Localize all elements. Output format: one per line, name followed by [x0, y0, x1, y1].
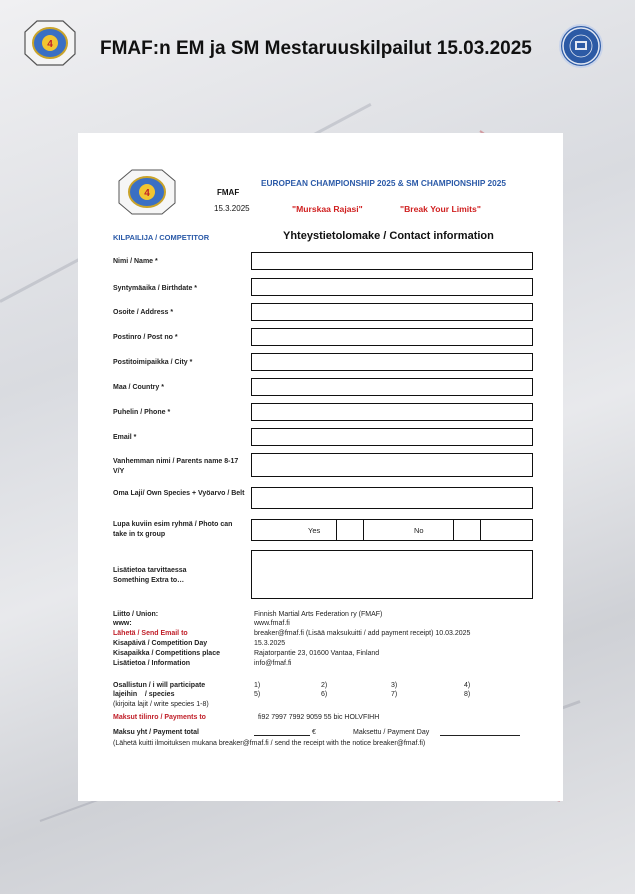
field-label-postcode: Postinro / Post no * — [113, 334, 178, 341]
species-number-8: 8) — [464, 691, 471, 698]
send-email-value[interactable]: breaker@fmaf.fi (Lisää maksukuitti / add payment receipt) 10.03.2025 — [254, 630, 471, 637]
photo-permission-choice — [251, 519, 533, 541]
guinness-world-records-icon — [559, 24, 603, 68]
fmaf-emblem-icon — [118, 169, 176, 215]
payment-day-label: Maksettu / Payment Day — [353, 729, 430, 736]
fmaf-emblem-icon — [24, 20, 76, 66]
event-title: EUROPEAN CHAMPIONSHIP 2025 & SM CHAMPIONSHIP 2025 — [261, 178, 506, 188]
field-label-birthdate: Syntymäaika / Birthdate * — [113, 285, 198, 292]
page-title: FMAF:n EM ja SM Mestaruuskilpailut 15.03.2025 — [100, 38, 532, 59]
photo-no-label: No — [414, 526, 424, 535]
species-label: lajeihin / species — [113, 691, 175, 698]
information-email[interactable]: info@fmaf.fi — [254, 660, 292, 667]
form-title: Yhteystietolomake / Contact information — [283, 230, 494, 242]
payment-day-line[interactable] — [440, 726, 520, 736]
field-label-name: Nimi / Name * — [113, 258, 158, 265]
payments-account: fi92 7997 7992 9059 55 bic HOLVFIHH — [258, 714, 380, 721]
www-label: www: — [113, 620, 132, 627]
svg-text:4: 4 — [144, 188, 150, 199]
postcode-field[interactable] — [251, 328, 533, 346]
photo-no-checkbox[interactable] — [453, 520, 481, 540]
slogan-english: "Break Your Limits" — [400, 204, 481, 214]
field-label-email: Email * — [113, 434, 137, 441]
svg-text:4: 4 — [47, 39, 53, 50]
send-email-label: Lähetä / Send Email to — [113, 630, 188, 637]
field-label-parents: Vanhemman nimi / Parents name 8-17 V/Y — [113, 458, 239, 475]
information-label: Lisätietoa / Information — [113, 660, 191, 667]
slogan-finnish: "Murskaa Rajasi" — [292, 204, 363, 214]
extra-info-field[interactable] — [251, 550, 533, 599]
photo-yes-checkbox[interactable] — [336, 520, 364, 540]
registration-form-sheet — [78, 133, 563, 801]
payment-total-line[interactable] — [254, 726, 310, 736]
section-label: KILPAILIJA / COMPETITOR — [113, 233, 210, 242]
payment-total-currency: € — [312, 729, 316, 736]
species-number-3: 3) — [391, 682, 398, 689]
email-field[interactable] — [251, 428, 533, 446]
union-value: Finnish Martial Arts Federation ry (FMAF) — [254, 611, 383, 618]
photo-yes-label: Yes — [308, 526, 321, 535]
org-date: 15.3.2025 — [214, 204, 250, 213]
field-label-extra: Lisätietoa tarvittaessa Something Extra to… — [113, 567, 187, 584]
receipt-note: (Lähetä kuitti ilmoituksen mukana breaker@fmaf.fi / send the receipt with the notice breaker@fmaf.fi) — [113, 740, 426, 747]
competition-place-label: Kisapaikka / Competitions place — [113, 650, 220, 657]
name-field[interactable] — [251, 252, 533, 270]
field-label-photo: Lupa kuviin esim ryhmä / Photo can take in tx group — [113, 521, 233, 538]
field-label-phone: Puhelin / Phone * — [113, 409, 171, 416]
species-number-2: 2) — [321, 682, 328, 689]
country-field[interactable] — [251, 378, 533, 396]
competition-place-value: Rajatorpantie 23, 01600 Vantaa, Finland — [254, 650, 380, 657]
species-number-6: 6) — [321, 691, 328, 698]
payments-to-label: Maksut tilinro / Payments to — [113, 714, 206, 721]
competition-day-label: Kisapäivä / Competition Day — [113, 640, 208, 647]
write-species-hint: (kirjoita lajit / write species 1-8) — [113, 701, 209, 708]
address-field[interactable] — [251, 303, 533, 321]
birthdate-field[interactable] — [251, 278, 533, 296]
city-field[interactable] — [251, 353, 533, 371]
field-label-country: Maa / Country * — [113, 384, 164, 391]
payment-total-label: Maksu yht / Payment total — [113, 729, 199, 736]
species-number-5: 5) — [254, 691, 261, 698]
species-number-1: 1) — [254, 682, 261, 689]
org-name: FMAF — [217, 188, 240, 197]
competition-day-value: 15.3.2025 — [254, 640, 286, 647]
parents-name-field[interactable] — [251, 453, 533, 477]
species-belt-field[interactable] — [251, 487, 533, 509]
species-number-4: 4) — [464, 682, 471, 689]
union-label: Liitto / Union: — [113, 611, 159, 618]
www-link[interactable]: www.fmaf.fi — [254, 620, 290, 627]
field-label-species: Oma Laji/ Own Species + Vyöarvo / Belt — [113, 490, 245, 497]
field-label-address: Osoite / Address * — [113, 309, 174, 316]
participate-label: Osallistun / i will participate — [113, 682, 206, 689]
field-label-city: Postitoimipaikka / City * — [113, 359, 193, 366]
species-number-7: 7) — [391, 691, 398, 698]
phone-field[interactable] — [251, 403, 533, 421]
